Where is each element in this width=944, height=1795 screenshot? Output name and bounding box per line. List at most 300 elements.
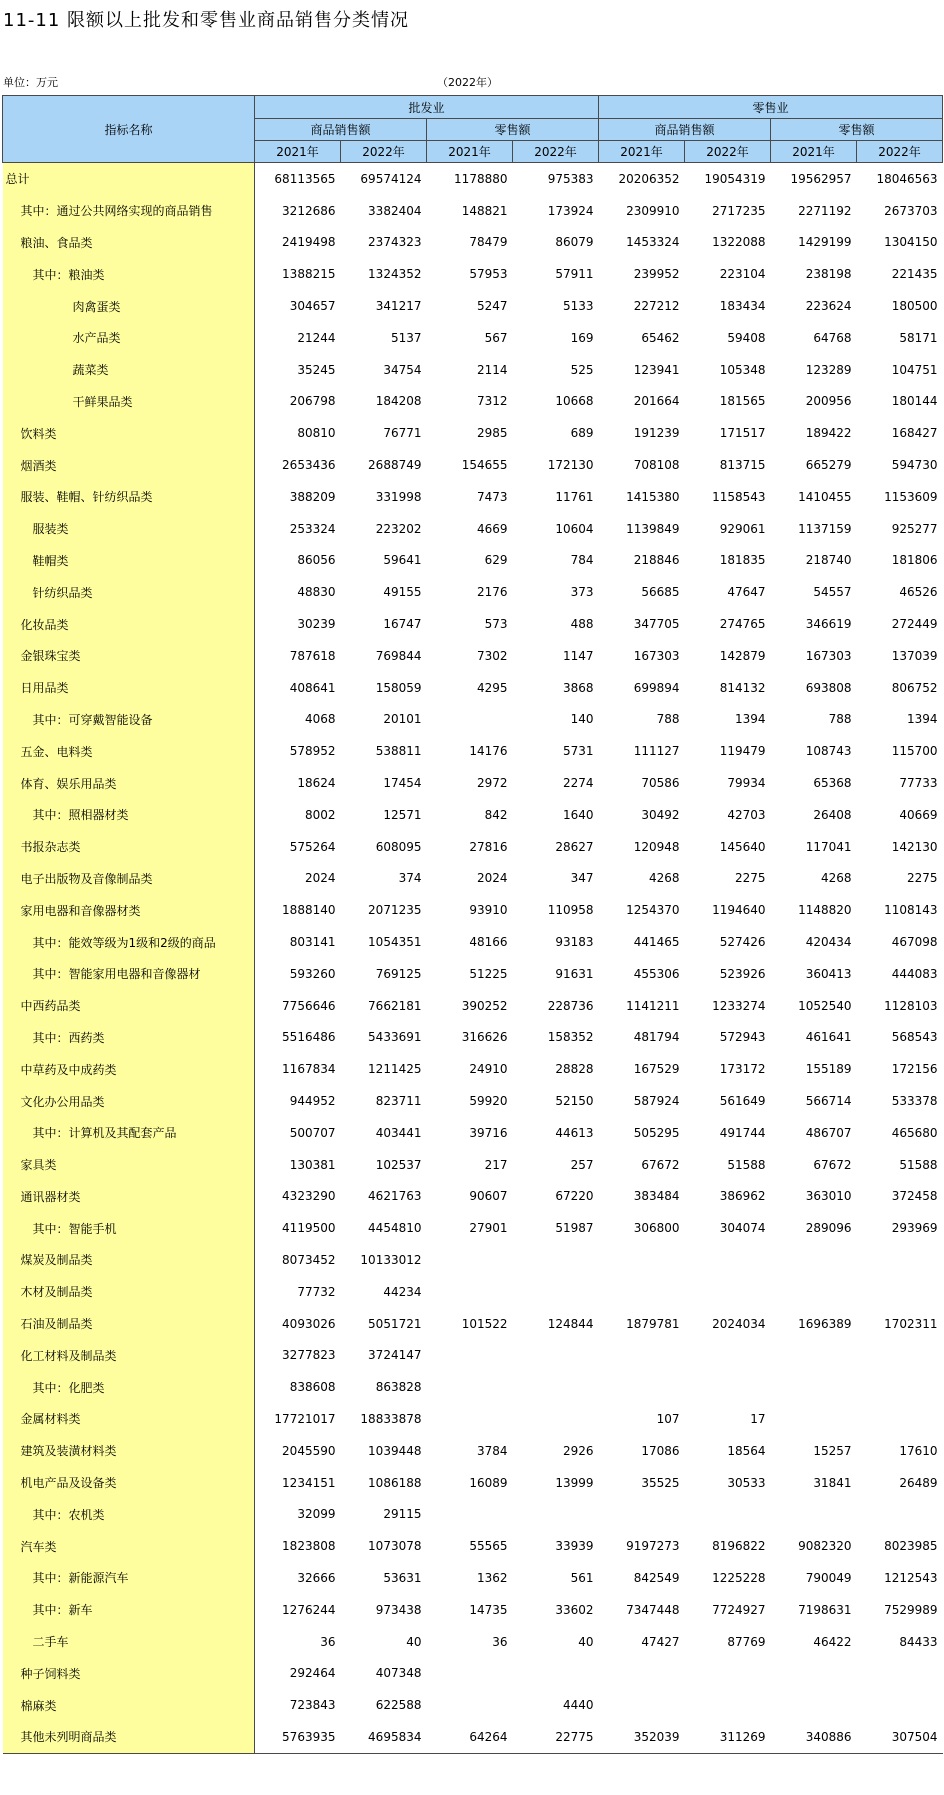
cell-value: 14176 xyxy=(469,744,508,759)
cell-value: 35245 xyxy=(297,362,336,377)
row-label: 蔬菜类 xyxy=(3,354,255,386)
table-row xyxy=(3,1498,943,1530)
cell-value: 47427 xyxy=(641,1634,680,1649)
row-label: 机电产品及设备类 xyxy=(3,1467,255,1499)
cell-value: 46422 xyxy=(813,1634,852,1649)
cell-value: 4268 xyxy=(820,871,852,886)
cell-value: 14735 xyxy=(469,1602,508,1617)
cell-value: 169 xyxy=(570,330,594,345)
cell-value: 10604 xyxy=(555,521,594,536)
row-label: 中西药品类 xyxy=(3,990,255,1022)
cell-value: 217 xyxy=(484,1157,508,1172)
header-retail-retail-sales: 零售额 xyxy=(771,119,943,141)
cell-value: 158352 xyxy=(547,1030,594,1045)
cell-value: 59920 xyxy=(469,1094,508,1108)
cell-value: 4119500 xyxy=(282,1221,336,1236)
cell-value: 1322088 xyxy=(712,235,766,250)
cell-value: 33939 xyxy=(555,1539,594,1554)
cell-value xyxy=(771,1244,857,1276)
table-row xyxy=(3,417,943,449)
cell-value: 257 xyxy=(570,1157,594,1172)
cell-value: 70586 xyxy=(641,776,680,791)
cell-value: 239952 xyxy=(633,267,680,282)
cell-value: 363010 xyxy=(805,1189,852,1204)
cell-value xyxy=(685,1371,771,1403)
cell-value xyxy=(513,1403,599,1435)
cell-value: 527426 xyxy=(719,935,766,950)
cell-value: 86079 xyxy=(555,235,594,250)
cell-value xyxy=(685,1339,771,1371)
cell-value xyxy=(771,1657,857,1689)
cell-value: 40 xyxy=(406,1634,422,1649)
cell-value: 289096 xyxy=(805,1221,852,1236)
cell-value: 1158543 xyxy=(712,489,766,504)
cell-value: 1153609 xyxy=(884,489,938,504)
cell-value: 110958 xyxy=(547,903,594,918)
cell-value: 137039 xyxy=(891,648,938,663)
cell-value: 4440 xyxy=(562,1698,594,1713)
cell-value: 154655 xyxy=(461,458,508,473)
cell-value: 3382404 xyxy=(368,203,422,218)
cell-value: 341217 xyxy=(375,299,422,314)
cell-value: 173172 xyxy=(719,1062,766,1077)
table-title: 11-11 限额以上批发和零售业商品销售分类情况 xyxy=(3,10,410,31)
cell-value: 1108143 xyxy=(884,903,938,918)
cell-value: 189422 xyxy=(805,426,852,441)
cell-value: 30492 xyxy=(641,807,680,822)
table-row xyxy=(3,1689,943,1721)
cell-value: 58171 xyxy=(899,330,938,345)
cell-value: 171517 xyxy=(719,426,766,441)
cell-value: 505295 xyxy=(633,1125,680,1140)
cell-value: 803141 xyxy=(289,935,336,950)
cell-value: 311269 xyxy=(685,1721,771,1753)
cell-value: 4068 xyxy=(304,712,336,727)
cell-value xyxy=(599,1244,685,1276)
cell-value: 227212 xyxy=(633,299,680,314)
cell-value: 9082320 xyxy=(798,1539,852,1554)
cell-value: 142879 xyxy=(719,648,766,663)
row-label: 饮料类 xyxy=(3,417,255,449)
cell-value: 59641 xyxy=(383,553,422,568)
row-label: 其中：粮油类 xyxy=(3,258,255,290)
cell-value: 102537 xyxy=(375,1157,422,1172)
cell-value: 1429199 xyxy=(798,235,852,250)
header-wholesale-sales: 商品销售额 xyxy=(255,119,427,141)
row-label: 电子出版物及音像制品类 xyxy=(3,863,255,895)
cell-value: 48830 xyxy=(297,585,336,600)
row-label: 通讯器材类 xyxy=(3,1181,255,1213)
table-row xyxy=(3,735,943,767)
cell-value: 27816 xyxy=(469,839,508,854)
table-row xyxy=(3,513,943,545)
cell-value: 111127 xyxy=(633,744,680,759)
cell-value: 181806 xyxy=(891,553,938,568)
cell-value: 18624 xyxy=(297,776,336,791)
cell-value: 223624 xyxy=(805,299,852,314)
cell-value: 292464 xyxy=(289,1666,336,1681)
cell-value: 33602 xyxy=(555,1602,594,1617)
cell-value: 823711 xyxy=(375,1094,422,1108)
cell-value: 55565 xyxy=(469,1539,508,1554)
table-row xyxy=(3,545,943,577)
cell-value: 929061 xyxy=(719,521,766,536)
cell-value: 16089 xyxy=(469,1475,508,1490)
cell-value: 838608 xyxy=(289,1380,336,1395)
row-label: 家具类 xyxy=(3,1149,255,1181)
cell-value: 408641 xyxy=(289,680,336,695)
cell-value: 31841 xyxy=(813,1475,852,1490)
cell-value: 465680 xyxy=(891,1125,938,1140)
table-row xyxy=(3,258,943,290)
cell-value xyxy=(685,1244,771,1276)
cell-value: 7473 xyxy=(476,489,508,504)
cell-value: 2419498 xyxy=(282,235,336,250)
cell-value: 5731 xyxy=(562,744,594,759)
row-label: 种子饲料类 xyxy=(3,1657,255,1689)
cell-value: 57953 xyxy=(469,267,508,282)
cell-value: 49155 xyxy=(383,585,422,600)
cell-value: 699894 xyxy=(633,680,680,695)
cell-value xyxy=(513,1276,599,1308)
cell-value: 53631 xyxy=(383,1570,422,1585)
cell-value: 488 xyxy=(570,617,594,632)
cell-value: 7198631 xyxy=(798,1602,852,1617)
row-label: 棉麻类 xyxy=(3,1689,255,1721)
cell-value: 19054319 xyxy=(704,171,766,186)
cell-value: 13999 xyxy=(555,1475,594,1490)
cell-value xyxy=(771,1371,857,1403)
row-label: 其中：智能家用电器和音像器材 xyxy=(3,958,255,990)
cell-value: 15257 xyxy=(813,1443,852,1458)
cell-value: 788 xyxy=(828,712,852,727)
cell-value: 29115 xyxy=(383,1507,422,1522)
row-label: 化妆品类 xyxy=(3,608,255,640)
cell-value: 64768 xyxy=(813,330,852,345)
cell-value: 390252 xyxy=(461,998,508,1013)
cell-value: 1148820 xyxy=(798,903,852,918)
cell-value: 347 xyxy=(570,871,594,886)
sales-table xyxy=(2,95,943,1754)
cell-value: 5763935 xyxy=(255,1721,341,1753)
cell-value xyxy=(857,1339,943,1371)
table-row xyxy=(3,386,943,418)
cell-value: 1453324 xyxy=(626,235,680,250)
table-row xyxy=(3,1117,943,1149)
table-row xyxy=(3,1435,943,1467)
cell-value: 2717235 xyxy=(712,203,766,218)
cell-value: 65462 xyxy=(641,330,680,345)
cell-value: 3724147 xyxy=(368,1348,422,1363)
cell-value: 316626 xyxy=(461,1030,508,1045)
cell-value: 388209 xyxy=(289,489,336,504)
row-label: 鞋帽类 xyxy=(3,545,255,577)
cell-value: 93910 xyxy=(469,903,508,918)
cell-value xyxy=(513,1371,599,1403)
cell-value: 4093026 xyxy=(282,1316,336,1331)
cell-value: 347705 xyxy=(633,617,680,632)
cell-value: 1211425 xyxy=(368,1062,422,1077)
table-row xyxy=(3,576,943,608)
cell-value xyxy=(857,1244,943,1276)
cell-value: 787618 xyxy=(289,648,336,663)
cell-value: 561 xyxy=(570,1570,594,1585)
cell-value: 2114 xyxy=(476,362,508,377)
cell-value: 117041 xyxy=(805,839,852,854)
cell-value: 5051721 xyxy=(368,1316,422,1331)
cell-value: 594730 xyxy=(891,458,938,473)
cell-value: 420434 xyxy=(805,935,852,950)
table-row xyxy=(3,163,943,195)
cell-value: 2688749 xyxy=(368,458,422,473)
row-label: 日用品类 xyxy=(3,672,255,704)
row-label: 其中：农机类 xyxy=(3,1498,255,1530)
cell-value xyxy=(427,1339,513,1371)
cell-value: 1086188 xyxy=(368,1475,422,1490)
cell-value xyxy=(771,1339,857,1371)
header-year-2021: 2021年 xyxy=(427,141,513,163)
cell-value: 36 xyxy=(320,1634,336,1649)
cell-value xyxy=(857,1371,943,1403)
row-label: 针纺织品类 xyxy=(3,576,255,608)
cell-value: 2024 xyxy=(476,871,508,886)
cell-value xyxy=(771,1689,857,1721)
cell-value: 46526 xyxy=(899,585,938,600)
cell-value: 2045590 xyxy=(282,1443,336,1458)
cell-value xyxy=(599,1339,685,1371)
cell-value: 1141211 xyxy=(626,998,680,1013)
row-label: 书报杂志类 xyxy=(3,831,255,863)
cell-value: 77732 xyxy=(297,1284,336,1299)
cell-value: 108743 xyxy=(805,744,852,759)
cell-value: 307504 xyxy=(857,1721,943,1753)
cell-value: 7529989 xyxy=(884,1602,938,1617)
cell-value: 12571 xyxy=(383,807,422,822)
cell-value: 181835 xyxy=(719,553,766,568)
cell-value: 104751 xyxy=(891,362,938,377)
cell-value: 18833878 xyxy=(360,1411,422,1426)
cell-value: 2926 xyxy=(562,1443,594,1458)
cell-value: 78479 xyxy=(469,235,508,250)
cell-value: 223202 xyxy=(375,521,422,536)
cell-value: 145640 xyxy=(719,839,766,854)
cell-value: 17086 xyxy=(641,1443,680,1458)
cell-value: 1276244 xyxy=(282,1602,336,1617)
table-row xyxy=(3,767,943,799)
cell-value xyxy=(771,1498,857,1530)
cell-value: 568543 xyxy=(891,1030,938,1045)
cell-value: 352039 xyxy=(599,1721,685,1753)
table-row xyxy=(3,608,943,640)
cell-value: 1052540 xyxy=(798,998,852,1013)
cell-value: 304657 xyxy=(289,299,336,314)
cell-value: 769844 xyxy=(375,648,422,663)
cell-value: 1640 xyxy=(562,807,594,822)
cell-value: 30239 xyxy=(297,617,336,632)
cell-value: 21244 xyxy=(297,330,336,345)
cell-value xyxy=(513,1498,599,1530)
cell-value: 123941 xyxy=(633,362,680,377)
header-year-2022: 2022年 xyxy=(513,141,599,163)
cell-value: 40 xyxy=(578,1634,594,1649)
cell-value: 24910 xyxy=(469,1062,508,1077)
cell-value: 4454810 xyxy=(368,1221,422,1236)
cell-value: 130381 xyxy=(289,1157,336,1172)
table-row xyxy=(3,640,943,672)
cell-value: 2071235 xyxy=(368,903,422,918)
cell-value: 40669 xyxy=(899,807,938,822)
table-row xyxy=(3,449,943,481)
unit-label: 单位：万元 xyxy=(3,76,58,89)
row-label: 金银珠宝类 xyxy=(3,640,255,672)
cell-value: 4268 xyxy=(648,871,680,886)
cell-value: 1073078 xyxy=(368,1539,422,1554)
cell-value: 374 xyxy=(398,871,422,886)
cell-value: 5433691 xyxy=(368,1030,422,1045)
cell-value: 403441 xyxy=(375,1125,422,1140)
row-label: 其中：计算机及其配套产品 xyxy=(3,1117,255,1149)
cell-value: 183434 xyxy=(719,299,766,314)
cell-value: 1167834 xyxy=(282,1062,336,1077)
cell-value: 1415380 xyxy=(626,489,680,504)
cell-value: 587924 xyxy=(633,1094,680,1108)
cell-value: 629 xyxy=(484,553,508,568)
cell-value: 68113565 xyxy=(274,171,336,186)
cell-value: 223104 xyxy=(719,267,766,282)
cell-value: 47647 xyxy=(727,585,766,600)
cell-value: 1394 xyxy=(734,712,766,727)
table-row xyxy=(3,1212,943,1244)
cell-value: 87769 xyxy=(727,1634,766,1649)
cell-value: 2024 xyxy=(304,871,336,886)
cell-value: 27901 xyxy=(469,1221,508,1236)
cell-value: 1233274 xyxy=(712,998,766,1013)
cell-value xyxy=(599,1276,685,1308)
cell-value: 608095 xyxy=(375,839,422,854)
cell-value: 973438 xyxy=(375,1602,422,1617)
row-label: 其中：照相器材类 xyxy=(3,799,255,831)
cell-value: 2309910 xyxy=(626,203,680,218)
cell-value: 1696389 xyxy=(798,1316,852,1331)
table-row xyxy=(3,1149,943,1181)
cell-value: 8023985 xyxy=(884,1539,938,1554)
cell-value: 16747 xyxy=(383,617,422,632)
row-label: 其中：智能手机 xyxy=(3,1212,255,1244)
cell-value: 2275 xyxy=(734,871,766,886)
cell-value xyxy=(427,704,513,736)
cell-value: 200956 xyxy=(805,394,852,409)
cell-value xyxy=(857,1276,943,1308)
cell-value: 4621763 xyxy=(368,1189,422,1204)
cell-value: 218740 xyxy=(805,553,852,568)
cell-value: 2176 xyxy=(476,585,508,600)
cell-value: 1394 xyxy=(906,712,938,727)
cell-value: 54557 xyxy=(813,585,852,600)
cell-value: 201664 xyxy=(633,394,680,409)
cell-value: 1225228 xyxy=(712,1570,766,1585)
cell-value: 167303 xyxy=(633,648,680,663)
cell-value: 3784 xyxy=(476,1443,508,1458)
header-year-2022: 2022年 xyxy=(857,141,943,163)
row-label: 其中：西药类 xyxy=(3,1022,255,1054)
cell-value: 20101 xyxy=(383,712,422,727)
header-wholesale-retail-sales: 零售额 xyxy=(427,119,599,141)
cell-value xyxy=(771,1276,857,1308)
cell-value: 272449 xyxy=(891,617,938,632)
table-row xyxy=(3,1276,943,1308)
cell-value: 30533 xyxy=(727,1475,766,1490)
cell-value: 533378 xyxy=(891,1094,938,1108)
cell-value: 1128103 xyxy=(884,998,938,1013)
table-row xyxy=(3,958,943,990)
cell-value: 481794 xyxy=(633,1030,680,1045)
cell-value: 142130 xyxy=(891,839,938,854)
row-label: 中草药及中成药类 xyxy=(3,1053,255,1085)
table-row xyxy=(3,831,943,863)
row-label: 其中：化肥类 xyxy=(3,1371,255,1403)
row-label: 干鲜果品类 xyxy=(3,386,255,418)
cell-value: 253324 xyxy=(289,521,336,536)
cell-value xyxy=(771,1403,857,1435)
cell-value: 1212543 xyxy=(884,1570,938,1585)
cell-value: 48166 xyxy=(469,935,508,950)
cell-value: 1147 xyxy=(562,648,594,663)
table-row xyxy=(3,1339,943,1371)
cell-value xyxy=(599,1657,685,1689)
cell-value: 8073452 xyxy=(282,1252,336,1267)
cell-value: 59408 xyxy=(727,330,766,345)
cell-value: 1888140 xyxy=(282,903,336,918)
row-label: 汽车类 xyxy=(3,1530,255,1562)
table-row xyxy=(3,1467,943,1499)
cell-value: 523926 xyxy=(719,966,766,981)
table-row xyxy=(3,1530,943,1562)
cell-value: 172156 xyxy=(891,1062,938,1077)
row-label: 体育、娱乐用品类 xyxy=(3,767,255,799)
cell-value xyxy=(599,1689,685,1721)
cell-value: 191239 xyxy=(633,426,680,441)
cell-value: 148821 xyxy=(461,203,508,218)
row-label: 服装类 xyxy=(3,513,255,545)
cell-value: 622588 xyxy=(375,1698,422,1713)
cell-value: 1254370 xyxy=(626,903,680,918)
cell-value: 115700 xyxy=(891,744,938,759)
cell-value: 7302 xyxy=(476,648,508,663)
row-label: 其中：能效等级为1级和2级的商品 xyxy=(3,926,255,958)
cell-value: 17 xyxy=(750,1411,766,1426)
cell-value: 180144 xyxy=(891,394,938,409)
cell-value: 28627 xyxy=(555,839,594,854)
cell-value: 444083 xyxy=(891,966,938,981)
row-label: 二手车 xyxy=(3,1626,255,1658)
cell-value: 525 xyxy=(570,362,594,377)
cell-value: 76771 xyxy=(383,426,422,441)
cell-value: 346619 xyxy=(805,617,852,632)
cell-value: 373 xyxy=(570,585,594,600)
cell-value: 863828 xyxy=(375,1380,422,1395)
cell-value: 723843 xyxy=(289,1698,336,1713)
cell-value: 172130 xyxy=(547,458,594,473)
cell-value: 65368 xyxy=(813,776,852,791)
cell-value: 84433 xyxy=(899,1634,938,1649)
table-row xyxy=(3,1085,943,1117)
cell-value: 561649 xyxy=(719,1094,766,1108)
cell-value: 51225 xyxy=(469,966,508,981)
cell-value: 26408 xyxy=(813,807,852,822)
cell-value: 7724927 xyxy=(712,1602,766,1617)
table-row xyxy=(3,1562,943,1594)
cell-value xyxy=(685,1657,771,1689)
